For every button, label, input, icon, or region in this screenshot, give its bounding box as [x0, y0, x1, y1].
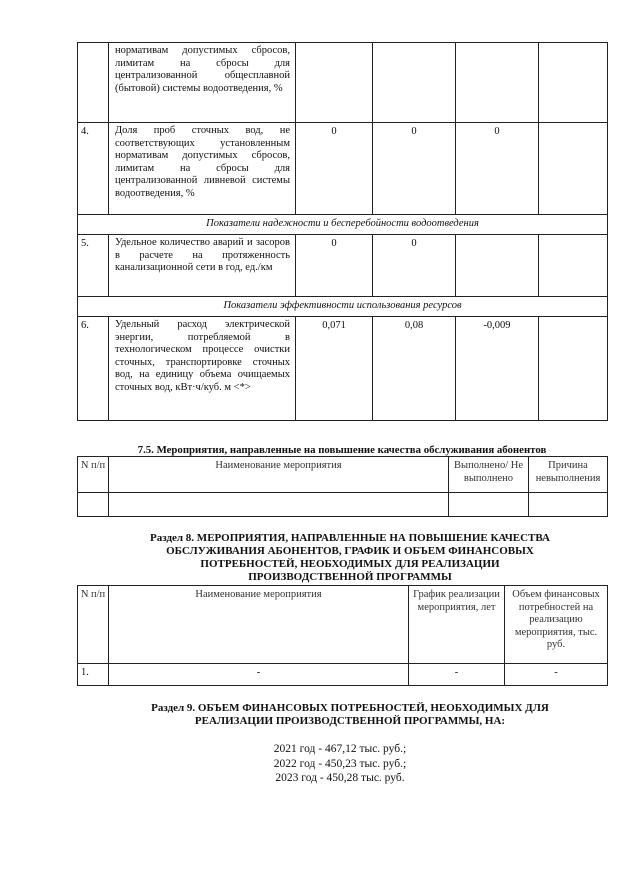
row-number: 4. [78, 123, 109, 215]
value-cell: -0,009 [456, 317, 539, 421]
value-cell: 0 [373, 123, 456, 215]
row-number: 1. [78, 664, 109, 686]
measure-schedule: - [409, 664, 505, 686]
measure-name: - [109, 664, 409, 686]
value-cell: 0 [373, 235, 456, 297]
measures-table [77, 585, 608, 686]
column-header-done: Выполнено/ Не выполнено [449, 457, 529, 493]
section-heading: Показатели эффективности использования ресурсов [78, 297, 608, 317]
value-cell [456, 235, 539, 297]
section-heading: Показатели надежности и бесперебойности водоотведения [78, 215, 608, 235]
table-row [78, 493, 608, 517]
column-header-reason: Причина невыполнения [529, 457, 608, 493]
section-8-title: Раздел 8. МЕРОПРИЯТИЯ, НАПРАВЛЕННЫЕ НА ПОВЫШЕНИЕ КАЧЕСТВА ОБСЛУЖИВАНИЯ АБОНЕНТОВ, ГРАФИК И ОБЪЕМ ФИНАНСОВЫХ ПОТРЕБНОСТЕЙ, НЕОБХОДИМЫХ ДЛЯ РЕАЛИЗАЦИИ ПРОИЗВОДСТВЕННОЙ ПРОГРАММЫ [150, 532, 550, 583]
financing-year-2021: 2021 год - 467,12 тыс. руб.; [273, 743, 407, 755]
section-row [78, 297, 608, 317]
section-row [78, 215, 608, 235]
measure-volume: - [505, 664, 608, 686]
financing-years-list [220, 742, 460, 786]
value-cell: 0,08 [373, 317, 456, 421]
row-number: 6. [78, 317, 109, 421]
table-row [78, 317, 608, 421]
section-7-5-title: 7.5. Мероприятия, направленные на повышение качества обслуживания абонентов [137, 444, 547, 456]
column-header-volume: Объем финансовых потребностей на реализацию мероприятия, тыс. руб. [505, 586, 608, 664]
section-9-title: Раздел 9. ОБЪЕМ ФИНАНСОВЫХ ПОТРЕБНОСТЕЙ, НЕОБХОДИМЫХ ДЛЯ РЕАЛИЗАЦИИ ПРОИЗВОДСТВЕННОЙ ПРОГРАММЫ, НА: [151, 702, 549, 727]
table-row [78, 664, 608, 686]
indicator-description: Удельный расход электрической энергии, потребляемой в технологическом процессе очистки сточных, транспортировке сточных вод, на единицу объема очищаемых сточных вод, кВт·ч/куб. м <*> [109, 317, 296, 421]
financing-year-2022: 2022 год - 450,23 тыс. руб.; [273, 757, 407, 770]
header-row [78, 586, 608, 664]
value-cell: 0 [296, 123, 373, 215]
row-number-cell [78, 43, 109, 123]
value-cell: 0 [296, 235, 373, 297]
table-row [78, 123, 608, 215]
value-cell [539, 317, 608, 421]
column-header-schedule: График реализации мероприятия, лет [409, 586, 505, 664]
column-header-number: N п/п [78, 457, 109, 493]
header-row [78, 457, 608, 493]
column-header-number: N п/п [78, 586, 109, 664]
indicator-description: нормативам допустимых сбросов, лимитам на сбросы для централизованной общесплавной (бытовой) системы водоотведения, % [109, 43, 296, 123]
value-cell: 0 [456, 123, 539, 215]
indicators-table [77, 42, 608, 421]
value-cell [539, 123, 608, 215]
column-header-name: Наименование мероприятия [109, 457, 449, 493]
value-cell [539, 235, 608, 297]
value-cell: 0,071 [296, 317, 373, 421]
customer-service-table [77, 456, 608, 517]
table-row [78, 43, 608, 123]
row-number: 5. [78, 235, 109, 297]
financing-year-2023: 2023 год - 450,28 тыс. руб. [275, 772, 405, 784]
column-header-name: Наименование мероприятия [109, 586, 409, 664]
table-row [78, 235, 608, 297]
indicator-description: Удельное количество аварий и засоров в расчете на протяженность канализационной сети в год, ед./км [109, 235, 296, 297]
indicator-description: Доля проб сточных вод, не соответствующих установленным нормативам допустимых сбросов, лимитам на сбросы для централизованной ливневой системы водоотведения, % [109, 123, 296, 215]
